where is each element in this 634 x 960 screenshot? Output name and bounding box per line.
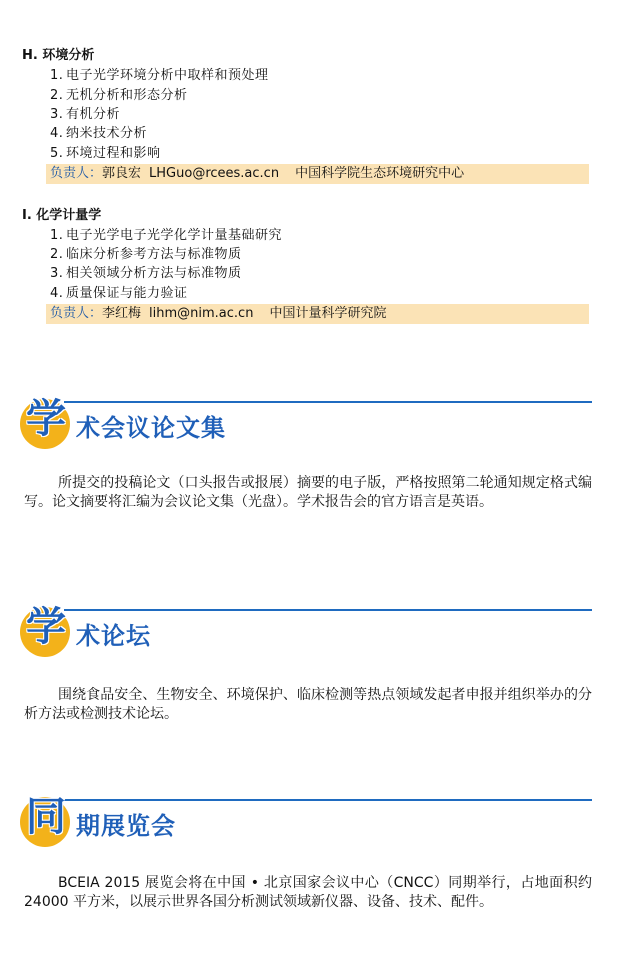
contact-email[interactable]: LHGuo@rcees.ac.cn [149, 166, 280, 181]
list-item: 3. 相关领域分析方法与标准物质 [50, 266, 242, 281]
list-item: 4. 纳米技术分析 [50, 126, 148, 141]
contact-email[interactable]: lihm@nim.ac.cn [149, 306, 254, 321]
list-item: 1. 电子光学电子光学化学计量基础研究 [50, 228, 283, 243]
list-item: 1. 电子光学环境分析中取样和预处理 [50, 68, 269, 83]
banner-rule [64, 401, 592, 403]
banner-glyph: 学 [26, 604, 66, 650]
banner-glyph: 学 [26, 396, 66, 442]
contact-label: 负责人： [50, 306, 103, 321]
paragraph-forum: 围绕食品安全、生物安全、环境保护、临床检测等热点领域发起者申报并组织举办的分析方法或检测技术论坛。 [24, 687, 592, 722]
section-i-title: I. 化学计量学 [22, 208, 102, 223]
contact-bar-h [46, 164, 589, 184]
banner-proceedings [20, 394, 592, 454]
banner-title: 期展览会 [76, 812, 176, 840]
list-item: 2. 临床分析参考方法与标准物质 [50, 247, 242, 262]
contact-org: 中国计量科学研究院 [269, 306, 387, 321]
list-item: 3. 有机分析 [50, 107, 121, 122]
banner-exhibition [20, 792, 592, 852]
contact-org: 中国科学院生态环境研究中心 [295, 166, 465, 181]
list-item: 2. 无机分析和形态分析 [50, 88, 188, 103]
list-item: 4. 质量保证与能力验证 [50, 286, 188, 301]
contact-name: 郭良宏 [102, 166, 142, 181]
banner-title: 术会议论文集 [76, 414, 226, 442]
contact-bar-i [46, 304, 589, 324]
banner-rule [64, 799, 592, 801]
banner-rule [64, 609, 592, 611]
banner-glyph: 同 [26, 794, 66, 840]
banner-title: 术论坛 [76, 622, 151, 650]
contact-name: 李红梅 [102, 306, 142, 321]
banner-forum [20, 602, 592, 662]
list-item: 5. 环境过程和影响 [50, 146, 161, 161]
paragraph-exhibition: BCEIA 2015 展览会将在中国 • 北京国家会议中心（CNCC）同期举行，占地面积约 24000 平方米，以展示世界各国分析测试领域新仪器、设备、技术、配件。 [24, 875, 592, 910]
contact-label: 负责人： [50, 166, 103, 181]
paragraph-proceedings: 所提交的投稿论文（口头报告或报展）摘要的电子版，严格按照第二轮通知规定格式编写。论文摘要将汇编为会议论文集（光盘）。学术报告会的官方语言是英语。 [24, 475, 592, 510]
section-h-title: H. 环境分析 [22, 48, 95, 63]
